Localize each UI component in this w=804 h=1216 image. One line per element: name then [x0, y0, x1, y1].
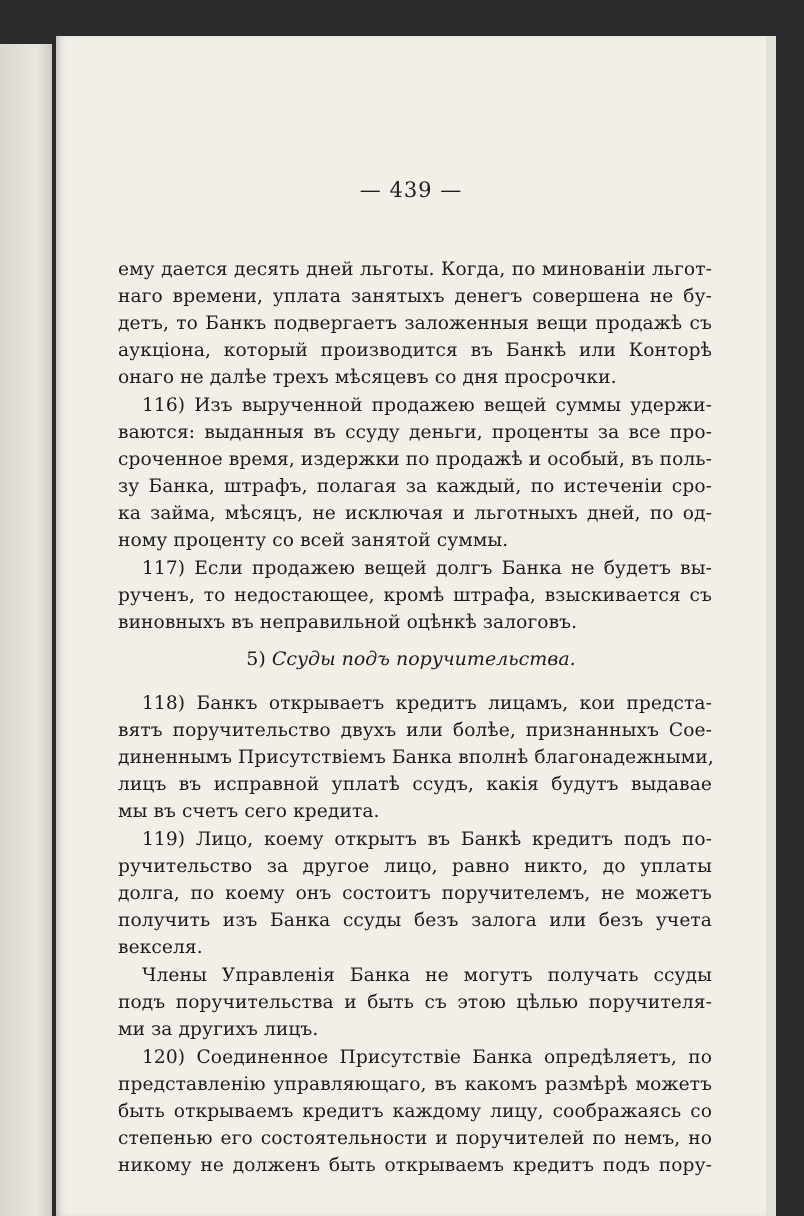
section-heading — [56, 648, 766, 670]
text-line: рученъ, то недостающее, кромѣ штрафа, взыскивается съ — [118, 585, 712, 606]
text-line: ми за другихъ лицъ. — [118, 1019, 319, 1040]
text-line: Члены Управленія Банка не могутъ получать ссуды — [142, 965, 712, 986]
text-line: ному проценту со всей занятой суммы. — [118, 530, 509, 551]
text-line: лицъ въ исправной уплатѣ ссудъ, какія будутъ выдавае — [118, 774, 712, 795]
text-line: зу Банка, штрафъ, полагая за каждый, по истеченіи сро- — [118, 476, 712, 497]
text-line: аукціона, который производится въ Банкѣ или Конторѣ — [118, 340, 712, 361]
text-line: быть открываемъ кредитъ каждому лицу, соображаясь со — [118, 1101, 712, 1122]
book-page — [56, 36, 766, 1216]
text-line: наго времени, уплата занятыхъ денегъ совершена не бу- — [118, 286, 712, 307]
text-line: диненнымъ Присутствіемъ Банка вполнѣ благонадежными, — [118, 747, 714, 768]
text-line: ручительство за другое лицо, равно никто, до уплаты — [118, 856, 712, 877]
text-line: векселя. — [118, 937, 203, 958]
section-heading-number: 5) — [246, 648, 266, 670]
text-line: ка займа, мѣсяцъ, не исключая и льготныхъ дней, по од- — [118, 503, 712, 524]
text-line: 116) Изъ вырученной продажею вещей суммы удержи- — [142, 395, 712, 416]
left-page-edge — [0, 44, 52, 1216]
text-line: получить изъ Банка ссуды безъ залога или безъ учета — [118, 910, 712, 931]
text-line: виновныхъ въ неправильной оцѣнкѣ залоговъ. — [118, 612, 578, 633]
text-line: подъ поручительства и быть съ этою цѣлью поручителя- — [118, 992, 712, 1013]
section-heading-title: Ссуды подъ поручительства. — [271, 648, 576, 670]
text-line: 117) Если продажею вещей долгъ Банка не будетъ вы- — [142, 558, 712, 579]
text-line: 118) Банкъ открываетъ кредитъ лицамъ, кои предста- — [142, 693, 712, 714]
page-edge-strip — [766, 36, 776, 1216]
text-line: вятъ поручительство двухъ или болѣе, признанныхъ Сое- — [118, 720, 712, 741]
text-line: онаго не далѣе трехъ мѣсяцевъ со дня просрочки. — [118, 367, 617, 388]
text-line: мы въ счетъ сего кредита. — [118, 801, 380, 822]
text-line: детъ, то Банкъ подвергаетъ заложенныя вещи продажѣ съ — [118, 313, 712, 334]
text-line: 119) Лицо, коему открытъ въ Банкѣ кредитъ подъ по- — [142, 829, 712, 850]
page-number: — 439 — — [359, 178, 463, 202]
text-line: ему дается десять дней льготы. Когда, по минованіи льгот- — [118, 259, 712, 280]
text-line: представленію управляющаго, въ какомъ размѣрѣ можетъ — [118, 1074, 712, 1095]
text-line: степенью его состоятельности и поручителей по немъ, но — [118, 1128, 712, 1149]
text-line: 120) Соединенное Присутствіе Банка опредѣляетъ, по — [142, 1047, 712, 1068]
text-line: никому не долженъ быть открываемъ кредитъ подъ пору- — [118, 1155, 712, 1176]
text-line: ваются: выданныя въ ссуду деньги, проценты за все про- — [118, 422, 712, 443]
text-line: долга, по коему онъ состоитъ поручителемъ, не можетъ — [118, 883, 712, 904]
text-line: сроченное время, издержки по продажѣ и особый, въ поль- — [118, 449, 712, 470]
